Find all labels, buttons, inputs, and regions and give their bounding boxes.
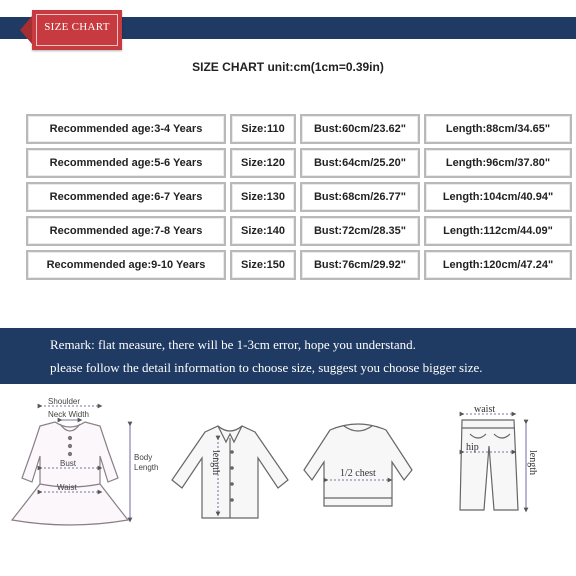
- chart-heading: SIZE CHART unit:cm(1cm=0.39in): [192, 60, 384, 74]
- bust-cell: Bust:72cm/28.35": [300, 216, 420, 246]
- size-cell: Size:110: [230, 114, 296, 144]
- length-cell: Length:96cm/37.80": [424, 148, 572, 178]
- size-cell: Size:150: [230, 250, 296, 280]
- remark-line-1: Remark: flat measure, there will be 1-3cm error, hope you understand.: [50, 337, 416, 352]
- size-table: [22, 110, 576, 284]
- table-row: [26, 182, 572, 212]
- size-cell: Size:130: [230, 182, 296, 212]
- age-cell: Recommended age:3-4 Years: [26, 114, 226, 144]
- table-row: [26, 250, 572, 280]
- length-cell: Length:112cm/44.09": [424, 216, 572, 246]
- pants-hip-label: hip: [466, 442, 479, 453]
- dress-bust-label: Bust: [60, 459, 77, 468]
- measurement-diagrams: [0, 390, 576, 576]
- dress-shoulder-label: Shoulder: [48, 397, 81, 406]
- remark-band: [0, 328, 576, 384]
- length-cell: Length:88cm/34.65": [424, 114, 572, 144]
- remark-line-2: please follow the detail information to choose size, suggest you choose bigger size.: [50, 360, 483, 375]
- dress-body-label: Body: [134, 453, 153, 462]
- pants-diagram: [460, 420, 518, 510]
- age-cell: Recommended age:9-10 Years: [26, 250, 226, 280]
- sweater-diagram: [304, 424, 412, 506]
- badge-label: SIZE CHART: [44, 21, 110, 33]
- table-row: [26, 216, 572, 246]
- bust-cell: Bust:60cm/23.62": [300, 114, 420, 144]
- dress-neck-label: Neck Width: [48, 410, 89, 419]
- table-row: [26, 148, 572, 178]
- table-row: [26, 114, 572, 144]
- age-cell: Recommended age:7-8 Years: [26, 216, 226, 246]
- bust-cell: Bust:76cm/29.92": [300, 250, 420, 280]
- shirt-diagram: [172, 426, 288, 518]
- shirt-length-label: length: [210, 450, 221, 475]
- dress-diagram: [12, 422, 128, 525]
- bust-cell: Bust:68cm/26.77": [300, 182, 420, 212]
- dress-waist-label: Waist: [57, 483, 77, 492]
- length-cell: Length:120cm/47.24": [424, 250, 572, 280]
- size-cell: Size:140: [230, 216, 296, 246]
- pants-length-label: length: [527, 450, 538, 475]
- size-chart-badge: [32, 10, 122, 50]
- sweater-chest-label: 1/2 chest: [340, 468, 376, 479]
- pants-waist-label: waist: [474, 404, 496, 415]
- bust-cell: Bust:64cm/25.20": [300, 148, 420, 178]
- dress-length-label: Length: [134, 463, 159, 472]
- size-cell: Size:120: [230, 148, 296, 178]
- age-cell: Recommended age:6-7 Years: [26, 182, 226, 212]
- length-cell: Length:104cm/40.94": [424, 182, 572, 212]
- age-cell: Recommended age:5-6 Years: [26, 148, 226, 178]
